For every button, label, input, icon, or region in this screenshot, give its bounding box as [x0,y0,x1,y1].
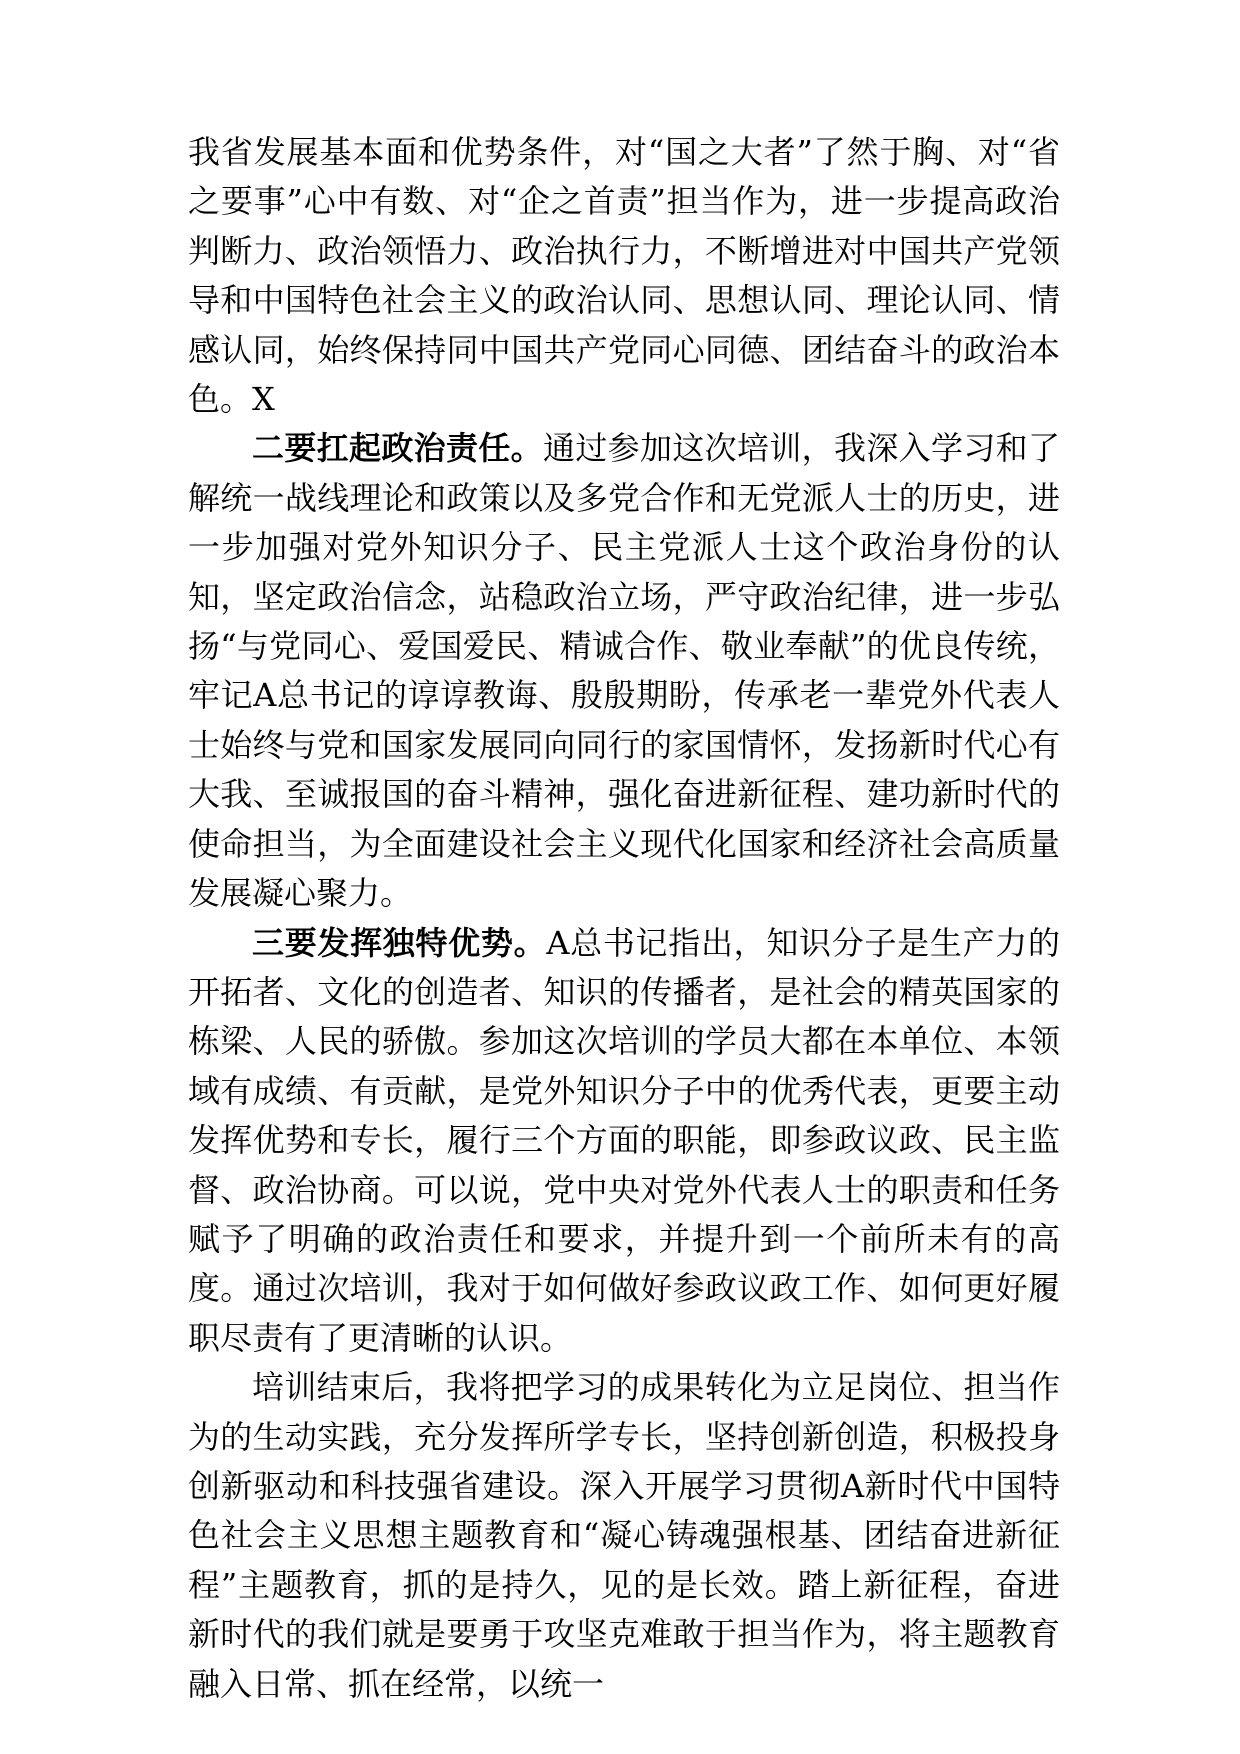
paragraph-3 [188,919,1060,1364]
paragraph-2-heading: 二要扛起政治责任。 [252,429,543,468]
paragraph-2 [188,424,1060,918]
paragraph-1-text: 我省发展基本面和优势条件，对“国之大者”了然于胸、对“省之要事”心中有数、对“企之首责”担当作为，进一步提高政治判断力、政治领悟力、政治执行力，不断增进对中国共产党领导和中国特色社会主义的政治认同、思想认同、理论认同、情感认同，始终保持同中国共产党同心同德、团结奋斗的政治本色。X [188,133,1060,419]
paragraph-4 [188,1363,1060,1709]
paragraph-2-text: 通过参加这次培训，我深入学习和了解统一战线理论和政策以及多党合作和无党派人士的历史，进一步加强对党外知识分子、民主党派人士这个政治身份的认知，坚定政治信念，站稳政治立场，严守政治纪律，进一步弘扬“与党同心、爱国爱民、精诚合作、敬业奉献”的优良传统，牢记A总书记的谆谆教诲、殷殷期盼，传承老一辈党外代表人士始终与党和国家发展同向同行的家国情怀，发扬新时代心有大我、至诚报国的奋斗精神，强化奋进新征程、建功新时代的使命担当，为全面建设社会主义现代化国家和经济社会高质量发展凝心聚力。 [188,429,1060,913]
paragraph-3-text: A总书记指出，知识分子是生产力的开拓者、文化的创造者、知识的传播者，是社会的精英国家的栋梁、人民的骄傲。参加这次培训的学员大都在本单位、本领域有成绩、有贡献，是党外知识分子中的优秀代表，更要主动发挥优势和专长，履行三个方面的职能，即参政议政、民主监督、政治协商。可以说，党中央对党外代表人士的职责和任务赋予了明确的政治责任和要求，并提升到一个前所未有的高度。通过次培训，我对于如何做好参政议政工作、如何更好履职尽责有了更清晰的认识。 [188,923,1060,1357]
paragraph-1 [188,128,1060,424]
document-body [188,128,1060,1709]
paragraph-3-heading: 三要发挥独特优势。 [252,923,547,962]
paragraph-4-text: 培训结束后，我将把学习的成果转化为立足岗位、担当作为的生动实践，充分发挥所学专长，坚持创新创造，积极投身创新驱动和科技强省建设。深入开展学习贯彻A新时代中国特色社会主义思想主题教育和“凝心铸魂强根基、团结奋进新征程”主题教育，抓的是持久，见的是长效。踏上新征程，奋进新时代的我们就是要勇于攻坚克难敢于担当作为，将主题教育融入日常、抓在经常，以统一 [188,1368,1060,1703]
